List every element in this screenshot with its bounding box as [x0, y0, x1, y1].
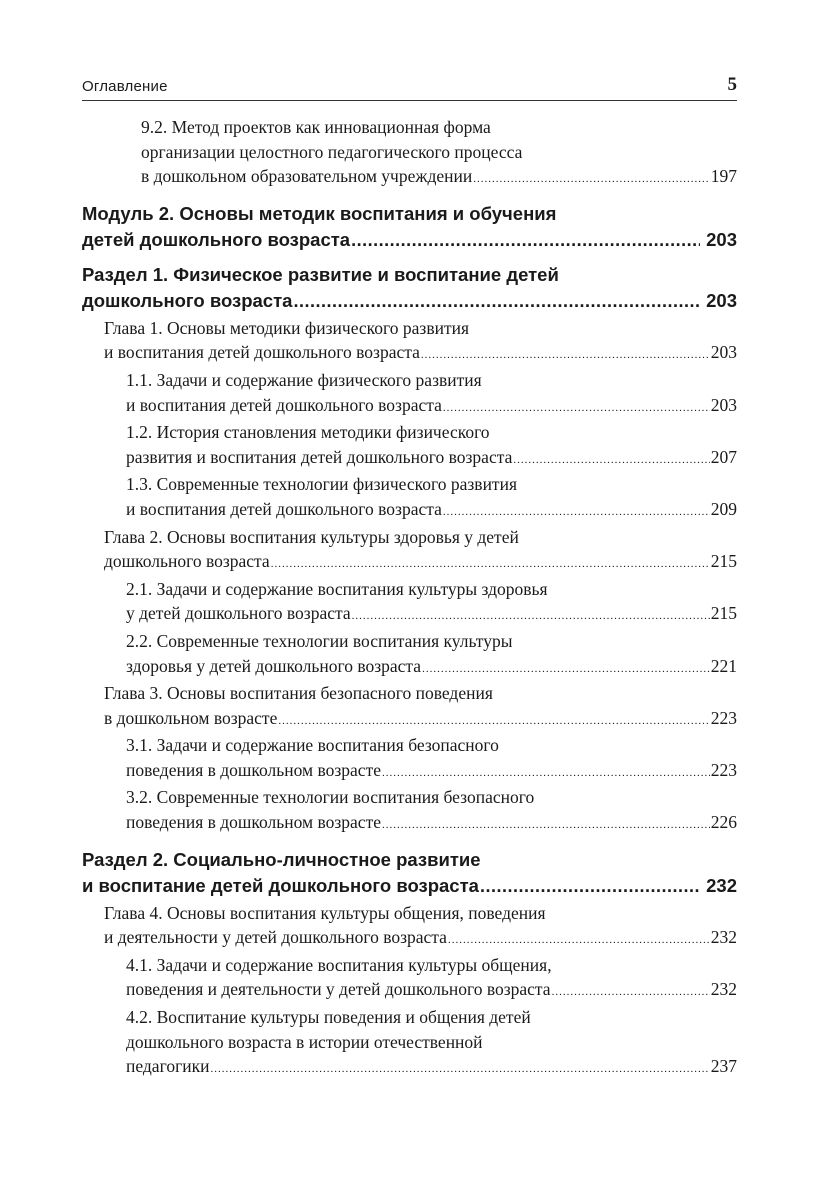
toc-subchapter-entry[interactable]	[82, 785, 737, 837]
toc-entry-text: и воспитания детей дошкольного возраста	[126, 498, 442, 519]
toc-chapter-entry[interactable]	[82, 681, 737, 733]
toc-subchapter-entry[interactable]	[82, 577, 737, 629]
running-title: Оглавление	[82, 78, 168, 95]
toc-entry-text: поведения в дошкольном возрасте	[126, 812, 381, 833]
toc-entry-text: Глава 3. Основы воспитания безопасного поведения	[104, 683, 493, 704]
toc-entry-text: 1.2. История становления методики физического	[126, 422, 490, 443]
toc-chapter-entry[interactable]	[82, 316, 737, 368]
toc-entry-text: Глава 4. Основы воспитания культуры общения, поведения	[104, 902, 546, 923]
toc-section-entry[interactable]	[82, 262, 737, 314]
toc-entry-text: здоровья у детей дошкольного возраста	[126, 655, 422, 676]
table-of-contents	[82, 115, 737, 1082]
toc-page-number: 232	[710, 927, 737, 948]
toc-page-number: 197	[710, 166, 737, 187]
toc-page-number: 203	[710, 342, 737, 363]
toc-page-number: 232	[706, 874, 737, 896]
toc-subchapter-entry[interactable]	[82, 1005, 737, 1082]
toc-entry-text: Раздел 1. Физическое развитие и воспитание детей	[82, 263, 559, 285]
toc-subchapter-entry[interactable]	[82, 472, 737, 524]
toc-subchapter-entry[interactable]	[82, 368, 737, 420]
toc-entry-text: 2.2. Современные технологии воспитания культуры	[126, 630, 513, 651]
toc-page-number: 232	[710, 979, 737, 1000]
toc-entry-text: у детей дошкольного возраста	[126, 603, 351, 624]
toc-entry-text: Раздел 2. Социально-личностное развитие	[82, 848, 481, 870]
toc-entry-text: Модуль 2. Основы методик воспитания и обучения	[82, 202, 557, 224]
toc-page-number: 207	[710, 446, 737, 467]
dot-leader	[210, 1057, 709, 1082]
toc-entry-text: поведения в дошкольном возрасте	[126, 759, 381, 780]
dot-leader	[513, 448, 709, 473]
dot-leader	[448, 928, 710, 953]
dot-leader	[293, 288, 700, 314]
toc-entry-text: 9.2. Метод проектов как инновационная форма	[141, 117, 491, 137]
toc-page-number: 221	[710, 655, 737, 676]
toc-entry-text: и деятельности у детей дошкольного возраста	[104, 927, 447, 948]
toc-page-number: 237	[710, 1056, 737, 1077]
dot-leader	[443, 396, 710, 421]
dot-leader	[278, 709, 709, 734]
toc-subchapter-entry[interactable]	[82, 733, 737, 785]
toc-subchapter-entry[interactable]	[82, 953, 737, 1005]
toc-entry-text: 3.1. Задачи и содержание воспитания безопасного	[126, 735, 499, 756]
toc-page-number: 203	[710, 394, 737, 415]
toc-page-number: 215	[710, 603, 737, 624]
toc-section-entry[interactable]	[82, 847, 737, 899]
running-header	[82, 74, 737, 101]
toc-entry-text: Глава 1. Основы методики физического развития	[104, 317, 470, 338]
toc-entry-text: Глава 2. Основы воспитания культуры здоровья у детей	[104, 526, 519, 547]
toc-entry-text: педагогики	[126, 1056, 210, 1077]
toc-entry-text: 4.2. Воспитание культуры поведения и общения детей	[126, 1007, 531, 1028]
toc-subchapter-entry[interactable]	[82, 115, 737, 192]
toc-entry-text: 2.1. Задачи и содержание воспитания культуры здоровья	[126, 578, 548, 599]
toc-page-number: 223	[710, 759, 737, 780]
toc-page-number: 203	[706, 228, 737, 250]
toc-entry-text: поведения и деятельности у детей дошкольного возраста	[126, 979, 551, 1000]
toc-entry-text: 1.1. Задачи и содержание физического развития	[126, 369, 482, 390]
toc-entry-text: 3.2. Современные технологии воспитания безопасного	[126, 787, 535, 808]
dot-leader	[443, 500, 710, 525]
dot-leader	[473, 167, 710, 192]
toc-entry-text: дошкольного возраста в истории отечественной	[126, 1031, 483, 1052]
toc-chapter-entry[interactable]	[82, 901, 737, 953]
toc-entry-text: организации целостного педагогического процесса	[141, 141, 523, 162]
toc-page-number: 215	[710, 551, 737, 572]
toc-page-number: 209	[710, 498, 737, 519]
toc-entry-text: в дошкольном образовательном учреждении	[141, 166, 473, 187]
dot-leader	[421, 343, 710, 368]
dot-leader	[382, 761, 710, 786]
dot-leader	[352, 604, 710, 629]
toc-entry-text: и воспитание детей дошкольного возраста	[82, 874, 479, 896]
toc-entry-text: детей дошкольного возраста	[82, 228, 351, 250]
toc-subchapter-entry[interactable]	[82, 629, 737, 681]
toc-section-entry[interactable]	[82, 201, 737, 253]
page-number: 5	[727, 74, 737, 95]
dot-leader	[480, 873, 700, 899]
dot-leader	[422, 657, 710, 682]
toc-subchapter-entry[interactable]	[82, 420, 737, 472]
toc-entry-text: в дошкольном возрасте	[104, 707, 278, 728]
toc-entry-text: и воспитания детей дошкольного возраста	[126, 394, 442, 415]
toc-entry-text: и воспитания детей дошкольного возраста	[104, 342, 420, 363]
dot-leader	[552, 980, 710, 1005]
dot-leader	[382, 813, 710, 838]
toc-entry-text: 4.1. Задачи и содержание воспитания культуры общения,	[126, 954, 552, 975]
toc-entry-text: дошкольного возраста	[104, 551, 270, 572]
toc-chapter-entry[interactable]	[82, 525, 737, 577]
toc-page-number: 223	[710, 707, 737, 728]
toc-page-number: 226	[710, 812, 737, 833]
dot-leader	[271, 552, 710, 577]
toc-entry-text: 1.3. Современные технологии физического развития	[126, 474, 517, 495]
toc-page-number: 203	[706, 289, 737, 311]
dot-leader	[351, 227, 700, 253]
toc-entry-text: развития и воспитания детей дошкольного возраста	[126, 446, 513, 467]
toc-entry-text: дошкольного возраста	[82, 289, 293, 311]
